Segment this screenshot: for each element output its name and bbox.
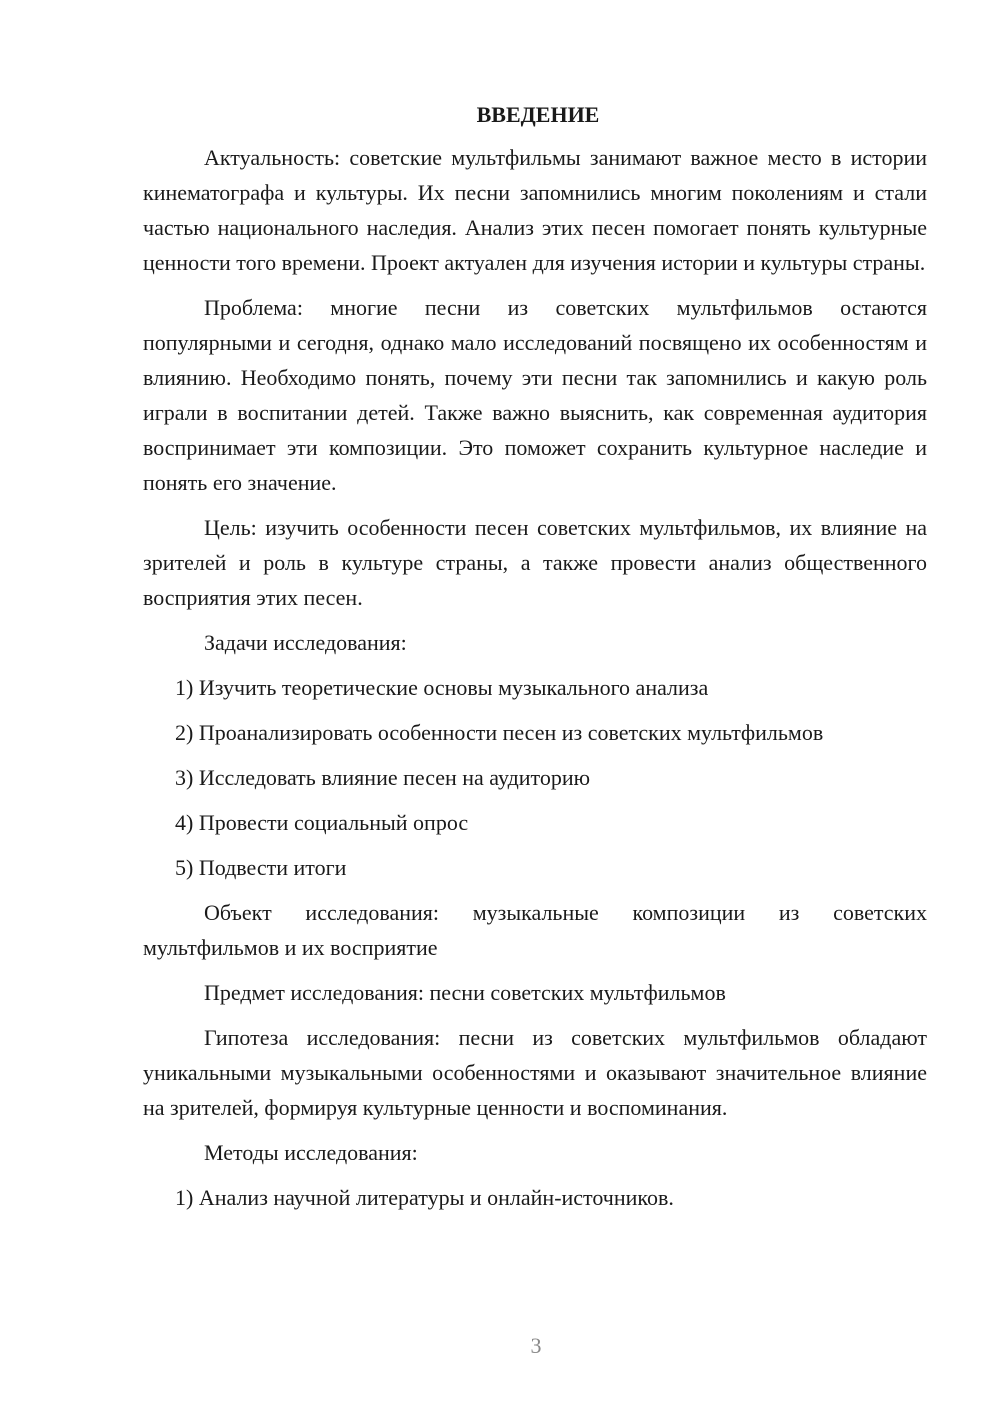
page-content [143, 97, 927, 1225]
tasks-heading: Задачи исследования: [204, 630, 407, 655]
task-item: 2) Проанализировать особенности песен из советских мультфильмов [175, 720, 824, 745]
methods-heading: Методы исследования: [204, 1140, 418, 1165]
object-paragraph: Объект исследования: музыкальные композиции из советских мультфильмов и их восприятие [143, 900, 927, 960]
subject-paragraph: Предмет исследования: песни советских мультфильмов [204, 980, 726, 1005]
task-item: 4) Провести социальный опрос [175, 810, 469, 835]
methods-list [143, 1180, 927, 1215]
task-item: 1) Изучить теоретические основы музыкального анализа [175, 675, 709, 700]
relevance-paragraph: Актуальность: советские мультфильмы занимают важное место в истории кинематографа и культуры. Их песни запомнились многим поколениям и стали частью национального наследия. Анализ этих песен помогает понять культурные ценности того времени. Проект актуален для изучения истории и культуры страны. [143, 145, 927, 275]
hypothesis-paragraph: Гипотеза исследования: песни из советских мультфильмов обладают уникальными музыкальными особенностями и оказывают значительное влияние на зрителей, формируя культурные ценности и воспоминания. [143, 1025, 927, 1120]
goal-paragraph: Цель: изучить особенности песен советских мультфильмов, их влияние на зрителей и роль в культуре страны, а также провести анализ общественного восприятия этих песен. [143, 515, 927, 610]
problem-paragraph: Проблема: многие песни из советских мультфильмов остаются популярными и сегодня, однако мало исследований посвящено их особенностям и влиянию. Необходимо понять, почему эти песни так запомнились и какую роль играли в воспитании детей. Также важно выяснить, как современная аудитория воспринимает эти композиции. Это поможет сохранить культурное наследие и понять его значение. [143, 295, 927, 495]
method-item: 1) Анализ научной литературы и онлайн-источников. [175, 1185, 674, 1210]
page-number: 3 [530, 1333, 542, 1358]
task-item: 3) Исследовать влияние песен на аудиторию [175, 765, 591, 790]
task-item: 5) Подвести итоги [175, 855, 347, 880]
section-title: ВВЕДЕНИЕ [476, 102, 600, 127]
tasks-list [143, 670, 927, 885]
